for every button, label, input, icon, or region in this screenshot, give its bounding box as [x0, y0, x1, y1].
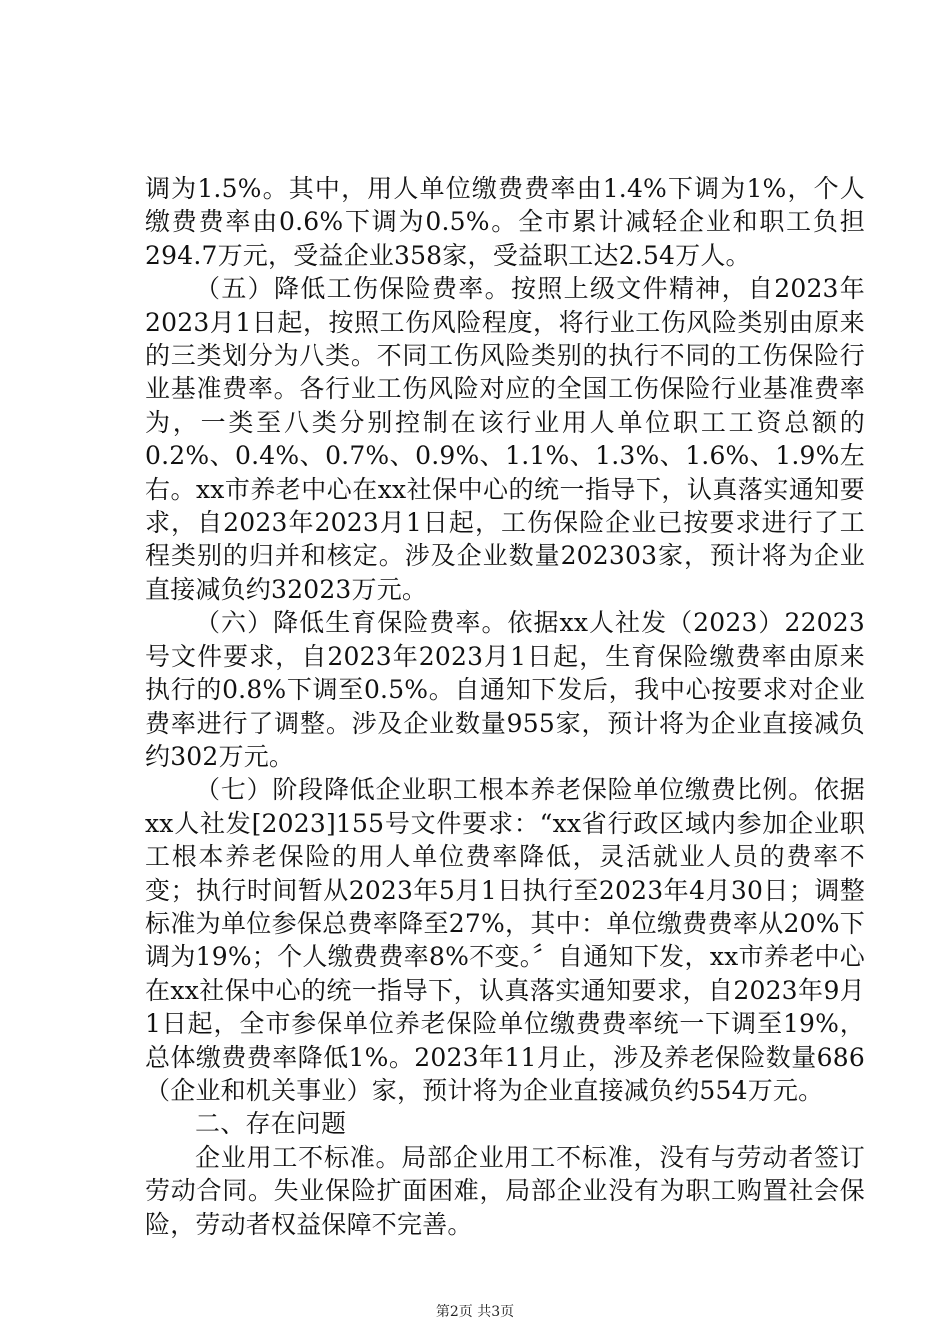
document-body [145, 172, 865, 1241]
section-heading-problems: 二、存在问题 [195, 1109, 347, 1139]
page-footer: 第2页 共3页 [435, 1304, 515, 1320]
paragraph-continuation: 调为1.5%。其中，用人单位缴费费率由1.4%下调为1%，个人缴费费率由0.6%下调为0.5%。全市累计减轻企业和职工负担294.7万元，受益企业358家，受益职工达2.54万人。 [145, 174, 865, 270]
paragraph-problems: 企业用工不标准。局部企业用工不标准，没有与劳动者签订劳动合同。失业保险扩面困难，局部企业没有为职工购置社会保险，劳动者权益保障不完善。 [145, 1142, 865, 1239]
paragraph-pension-insurance: （七）阶段降低企业职工根本养老保险单位缴费比例。依据xx人社发[2023]155号文件要求：“xx省行政区域内参加企业职工根本养老保险的用人单位费率降低，灵活就业人员的费率不变；执行时间暂从2023年5月1日执行至2023年4月30日；调整标准为单位参保总费率降至27%，其中：单位缴费费率从20%下调为19%；个人缴费费率8%不变。〞自通知下发，xx市养老中心在xx社保中心的统一指导下，认真落实通知要求，自2023年9月1日起，全市参保单位养老保险单位缴费费率统一下调至19%，总体缴费费率降低1%。2023年11月止，涉及养老保险数量686（企业和机关事业）家，预计将为企业直接减负约554万元。 [145, 775, 865, 1105]
paragraph-maternity-insurance: （六）降低生育保险费率。依据xx人社发（2023）22023号文件要求，自2023年2023月1日起，生育保险缴费率由原来执行的0.8%下调至0.5%。自通知下发后，我中心按要求对企业费率进行了调整。涉及企业数量955家，预计将为企业直接减负约302万元。 [145, 608, 865, 771]
paragraph-work-injury-insurance: （五）降低工伤保险费率。按照上级文件精神，自2023年2023月1日起，按照工伤风险程度，将行业工伤风险类别由原来的三类划分为八类。不同工伤风险类别的执行不同的工伤保险行业基准费率。各行业工伤风险对应的全国工伤保险行业基准费率为，一类至八类分别控制在该行业用人单位职工工资总额的0.2%、0.4%、0.7%、0.9%、1.1%、1.3%、1.6%、1.9%左右。xx市养老中心在xx社保中心的统一指导下，认真落实通知要求，自2023年2023月1日起，工伤保险企业已按要求进行了工程类别的归并和核定。涉及企业数量202303家，预计将为企业直接减负约32023万元。 [145, 274, 865, 604]
